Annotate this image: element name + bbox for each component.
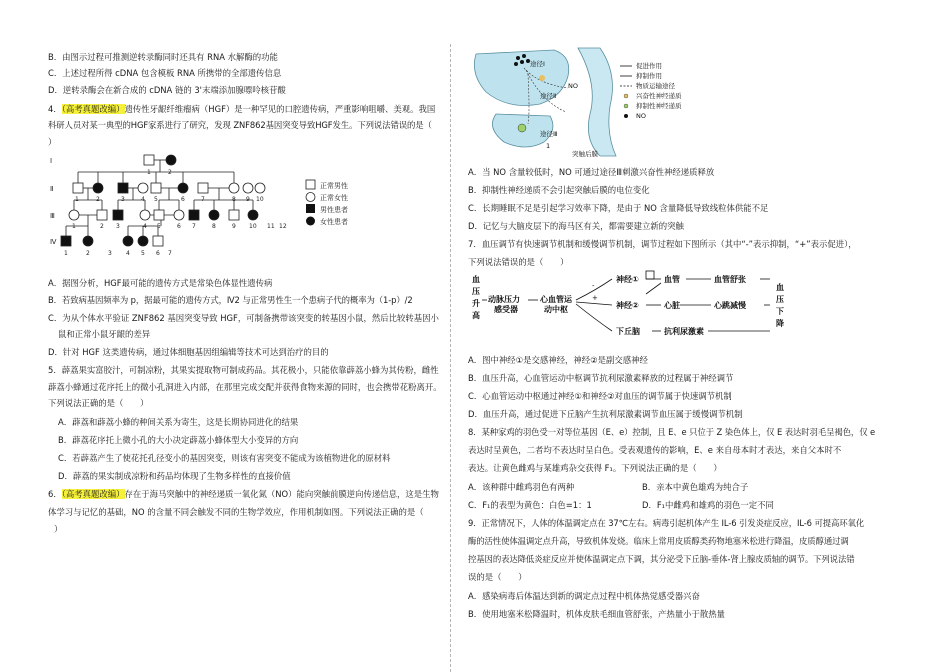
bp-fall-char: 血 [776,283,784,292]
q3-option-b: B．由图示过程可推测逆转录酶同时还具有 RNA 水解酶的功能 [48,52,278,62]
q5-stem-line-3: 下列说法正确的是（ ） [48,398,149,408]
bp-fall-char: 下 [776,307,784,316]
bp-rise-char: 血 [472,275,480,284]
q5-stem-line-2: 薜荔小蜂通过花序托上的微小孔洞进入内部，在那里完成交配并获得食物来源的同时，也会携带花粉离开。 [48,382,442,392]
q8-stem-line-3: 表达。让黄色雌鸡与某雄鸡杂交获得 F₁。下列说法正确的是（ ） [468,463,722,473]
individual-number: 10 [249,223,257,230]
legend-inhibitory-icon [624,104,628,108]
individual-number: 3 [121,196,125,203]
bp-rise-hidden-label: 血压升高 [471,340,475,341]
heart-slow-label: 心跳减慢 [714,301,746,310]
legend-excitatory-icon [624,94,628,98]
baroreceptor-label-2: 感受器 [494,305,518,314]
figure-number-label: 1 [546,142,551,150]
q9-option-b: B．使用地塞米松降温时，机体皮肤毛细血管舒张，产热量小于散热量 [468,609,725,619]
individual-number: 3 [108,250,112,257]
q4-stem-line-1 [48,103,440,115]
q6-stem-line-3: ） [54,524,63,534]
individual-number: 1 [147,169,151,176]
baroreceptor-label-1: 动脉压力 [488,295,520,304]
q8-option-c: C．F₁的表型为黄色：白色=1：1 [468,500,592,510]
q7-option-a: A．图中神经①是交感神经，神经②是副交感神经 [468,355,648,365]
vessel-label: 血管 [664,275,680,284]
generation-label: Ⅱ [50,185,54,193]
mitochondrion-icon [518,124,526,132]
individual-number: 12 [279,223,287,230]
column-divider [450,44,451,672]
q9-stem-line-2: 酶的活性使体温调定点升高，导致机体发烧。临床上常用皮质醇类药物地塞米松进行降温，皮质醇通过调 [468,536,849,546]
q7-option-c: C．心血管运动中枢通过神经①和神经②对血压的调节属于快速调节机制 [468,391,732,401]
individual-number: 1 [72,223,76,230]
individual-number: 7 [168,250,172,257]
blood-pressure-flowchart [468,270,828,344]
hypothalamus-label: 下丘脑 [616,327,640,336]
postsynaptic-membrane [578,48,616,156]
q7-option-d: D．血压升高，通过促进下丘脑产生抗利尿激素调节血压属于缓慢调节机制 [468,409,743,419]
individual-number: 7 [192,223,196,230]
q4-stem-text: 遗传性牙龈纤维瘤病（HGF）是一种罕见的口腔遗传病，严重影响咀嚼、美观。我国 [124,104,436,114]
adh-label: 抗利尿激素 [664,327,704,336]
legend-label: 正常男性 [320,182,348,190]
bp-rise-char: 高 [472,311,480,320]
q6-option-b: B．抑制性神经递质不会引起突触后膜的电位变化 [468,185,650,195]
legend-label: 女性患者 [320,218,348,226]
q6-stem-line-2: 体学习与记忆的基础，NO 的含量不同会触发不同的生物学效应，作用机制如图。下列说法正确的是（ [48,507,424,517]
q6-option-d: D．记忆与大脑皮层下的海马区有关，都需要建立新的突触 [468,221,684,231]
no-label: NO [568,82,578,90]
individual-number: 2 [86,250,90,257]
exam-source-tag: （高考真题改编） [61,489,125,499]
legend-square-open-icon [306,180,315,189]
q5-option-d: D．薜荔的果实制成凉粉和药品均体现了生物多样性的直接价值 [58,471,291,481]
legend-label: 正常女性 [320,194,348,202]
individual-number: 8 [232,196,236,203]
individual-number: 4 [126,250,130,257]
individual-number: 2 [100,223,104,230]
q9-option-a: A．感染病毒后体温达到新的调定点过程中机体热觉感受器兴奋 [468,591,700,601]
bp-rise-char: 压 [472,287,480,296]
legend-label: 男性患者 [320,206,348,214]
pedigree-legend [306,180,348,226]
individual-number: 5 [157,223,161,230]
q8-stem-line-2: 表达时呈黄色，二者均不表达时呈白色。受表观遗传的影响，E、e 来自母本时才表达，来自父本时不 [468,445,842,455]
cv-center-hidden-label: 心血管运动中枢 [471,343,478,344]
q5-option-a: A．薜荔和薜荔小蜂的种间关系为寄生，这是长期协同进化的结果 [58,417,299,427]
q5-stem-line-1: 5．薜荔果实富胶汁，可制凉粉，其果实提取物可制成药品。其花极小，只能依靠薜荔小蜂为其传粉，雌性 [48,365,439,375]
q8-stem-line-1: 8．某种家鸡的羽色受一对等位基因（E、e）控制，且 E、e 只位于 Z 染色体上，仅 E 表达时羽毛呈褐色，仅 e [468,427,876,437]
legend-no-icon [624,114,628,118]
q7-option-b: B．血压升高，心血管运动中枢调节抗利尿激素释放的过程属于神经调节 [468,373,734,383]
q7-stem-line-1: 7．血压调节有快速调节机制和缓慢调节机制，调节过程如下图所示（其中“-”表示抑制，“+”表示促进）， [468,239,857,249]
q3-option-c: C．上述过程所得 cDNA 包含模板 RNA 所携带的全部遗传信息 [48,68,282,78]
nerve-2-label: 神经② [616,301,639,310]
q8-option-a: A．该种群中雌鸡羽色有两种 [468,482,575,492]
q4-stem-line-2: 科研人员对某一典型的HGF家系进行了研究，发现 ZNF862基因突变导致HGF发生。下列说法错误的是（ [48,120,432,130]
bp-fall-char: 压 [776,295,784,304]
heart-label: 心脏 [664,301,680,310]
individual-number: 5 [154,196,158,203]
cv-center-label-2: 动中枢 [544,305,568,314]
membrane-label: 突触后膜 [572,150,598,158]
legend-label: 物质运输途径 [636,82,675,90]
legend-label: NO [636,112,646,120]
no-synapse-diagram [468,44,718,160]
vasodilation-label: 血管舒张 [714,275,746,284]
q6-stem-line-1 [48,488,440,500]
legend-circle-filled-icon [306,217,315,226]
q9-stem-line-3: 控基因的表达降低炎症反应并使体温调定点下调，其分泌受下丘脑-垂体-肾上腺皮质轴的调节。下列说法错 [468,554,855,564]
q9-stem-line-4: 误的是（ ） [468,572,527,582]
inhibit-sign: - [592,282,595,290]
individual-number: 6 [156,250,160,257]
bp-fall-char: 降 [776,319,784,328]
pedigree-generation-labels [50,157,57,246]
individual-number: 1 [64,250,68,257]
q4-option-c-line-2: 鼠和正常小鼠牙龈的差异 [58,329,151,339]
q4-option-b: B．若致病基因频率为 p，据最可能的遗传方式，Ⅳ2 与正常男性生一个患病子代的概率为（1-p）/2 [48,295,413,305]
nerve-1-label: 神经① [616,275,639,284]
individual-number: 1 [75,196,79,203]
generation-label: Ⅰ [50,157,53,165]
individual-number: 10 [256,196,264,203]
bp-fall-hidden-label: 血压下降 [768,342,772,343]
q5-option-b: B．薜荔花序托上微小孔的大小决定薜荔小蜂体型大小变异的方向 [58,435,299,445]
q6-option-c: C．长期睡眠不足是引起学习效率下降，是由于 NO 含量降低导致线粒体供能不足 [468,203,769,213]
individual-number: 9 [232,223,236,230]
hgf-pedigree-chart [48,150,440,268]
q8-option-b: B．亲本中黄色雄鸡为纯合子 [642,482,749,492]
bp-rise-char: 升 [472,299,480,308]
individual-number: 4 [143,223,147,230]
q7-stem-line-2: 下列说法错误的是（ ） [468,257,569,267]
individual-number: 8 [212,223,216,230]
q4-option-d: D．针对 HGF 这类遗传病，通过体细胞基因组编辑等技术可达到治疗的目的 [48,347,329,357]
individual-number: 3 [116,223,120,230]
individual-number: 4 [141,196,145,203]
legend-label: 抑制性神经递质 [636,102,682,110]
no-molecule-icon [539,75,545,81]
individual-number: 11 [267,223,275,230]
question-number: 4． [48,104,62,114]
generation-label: Ⅳ [50,238,57,246]
individual-number: 6 [177,223,181,230]
q4-stem-line-3: ） [48,137,57,147]
legend-square-filled-icon [306,204,315,213]
path-label: 途径Ⅱ [540,92,557,100]
path-label: 途径Ⅰ [530,60,545,68]
path-label: 途径Ⅲ [540,130,558,138]
cv-center-label-1: 心血管运 [540,295,572,304]
q5-option-c: C．若薜荔产生了使花托孔径变小的基因突变，则该有害突变不能成为该植物进化的原材料 [58,453,391,463]
individual-number: 7 [201,196,205,203]
individual-number: 6 [181,196,185,203]
individual-number: 2 [168,169,172,176]
q4-option-a: A．据图分析，HGF最可能的遗传方式是常染色体显性遗传病 [48,278,273,288]
flow-signs [592,282,598,302]
generation-label: Ⅲ [50,212,55,220]
legend-label: 抑制作用 [636,72,662,80]
legend-circle-open-icon [306,193,315,202]
legend-label: 兴奋性神经递质 [636,92,682,100]
baroreceptor-hidden-label: 动脉压力感受器 [471,342,478,343]
q3-option-d: D．逆转录酶会在新合成的 cDNA 链的 3'末端添加腺嘌呤核苷酸 [48,85,286,95]
q9-stem-line-1: 9．正常情况下，人体的体温调定点在 37℃左右。病毒引起机体产生 IL-6 引发炎症反应，IL-6 可提高环氧化 [468,518,865,528]
exam-source-tag: （高考真题改编） [61,104,125,114]
q6-stem-text: 存在于海马突触中的神经递质一氧化氮（NO）能向突触前膜逆向传递信息，这是生物 [124,489,439,499]
q4-option-c-line-1: C．为从个体水平验证 ZNF862 基因突变导致 HGF，可制备携带该突变的转基因小鼠，然后比较转基因小 [48,313,439,323]
q6-option-a: A．当 NO 含量较低时，NO 可通过途径Ⅲ刺激兴奋性神经递质释放 [468,167,715,177]
legend-label: 促进作用 [636,62,662,70]
individual-number: 5 [141,250,145,257]
synapse-legend [620,61,682,120]
q8-option-d: D．F₁中雌鸡和雄鸡的羽色一定不同 [642,500,774,510]
question-number: 6． [48,489,62,499]
individual-number: 9 [246,196,250,203]
individual-number: 2 [96,196,100,203]
promote-sign: + [592,294,598,302]
